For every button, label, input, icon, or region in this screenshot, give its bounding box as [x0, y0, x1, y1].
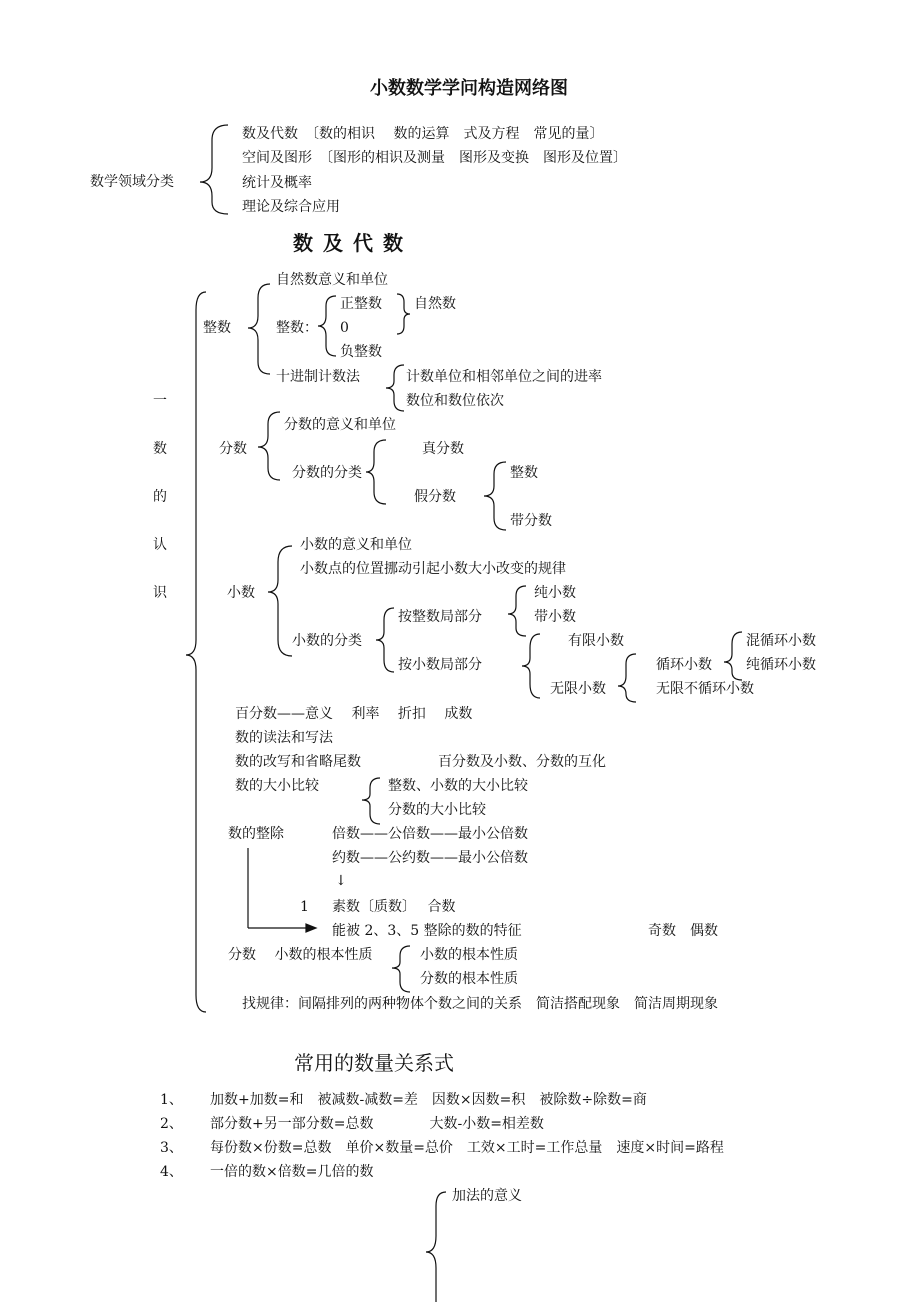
page-title: 小数数学学问构造网络图 [370, 78, 568, 99]
recurring-brace [724, 632, 742, 680]
section-title-number-algebra: 数及代数 [293, 231, 413, 255]
decimal-classify-brace [376, 608, 394, 672]
integer-brace [248, 284, 270, 374]
zero: 0 [340, 320, 349, 336]
relation-num: 1、 [160, 1092, 183, 1108]
divisibility-label: 数的整除 [228, 826, 284, 842]
pure-decimal: 纯小数 [534, 585, 576, 601]
side-label-char: 的 [153, 489, 167, 505]
non-recurring-decimal: 无限不循环小数 [656, 681, 754, 697]
arrow-head [306, 924, 316, 932]
side-label-char: 识 [153, 585, 167, 601]
pure-recurring: 纯循环小数 [746, 657, 816, 673]
fraction-classify: 分数的分类 [292, 465, 362, 481]
relation-num: 4、 [160, 1164, 183, 1180]
odd-even: 奇数 偶数 [648, 923, 718, 939]
basic-prop-item: 小数的根本性质 [420, 947, 518, 963]
relation-num: 3、 [160, 1140, 183, 1156]
mixed-recurring: 混循环小数 [746, 633, 816, 649]
zhengshu-brace [318, 296, 336, 356]
multiple-chain: 倍数——公倍数——最小公倍数 [332, 826, 528, 842]
proper-fraction: 真分数 [422, 441, 464, 457]
domains-brace [200, 125, 228, 214]
zhengshu-label: 整数： [276, 320, 318, 336]
rewrite-omit: 数的改写和省略尾数 [235, 754, 361, 770]
fraction-meaning: 分数的意义和单位 [284, 417, 396, 433]
arrow-down-glyph: ↓ [335, 873, 347, 889]
domain-item: 统计及概率 [242, 175, 312, 191]
props-brace [392, 946, 410, 992]
positive-integer: 正整数 [340, 296, 382, 312]
recurring-decimal: 循环小数 [656, 657, 712, 673]
side-label-char: 认 [153, 537, 167, 553]
whole-number: 整数 [510, 465, 538, 481]
number-one: 1 [300, 899, 309, 915]
basic-prop-item: 分数的根本性质 [420, 971, 518, 987]
relation-text: 部分数+另一部分数=总数 大数-小数=相差数 [210, 1116, 544, 1132]
natural-number: 自然数 [414, 296, 456, 312]
side-label-char: 一 [153, 393, 167, 409]
infinite-decimal: 无限小数 [550, 681, 606, 697]
decimal-system-item: 数位和数位依次 [406, 393, 504, 409]
relation-text: 加数+加数=和 被减数-减数=差 因数×因数=积 被除数÷除数=商 [210, 1092, 647, 1108]
relation-text: 一倍的数×倍数=几倍的数 [210, 1164, 374, 1180]
decimal-system-item: 计数单位和相邻单位之间的进率 [406, 369, 602, 385]
conversion: 百分数及小数、分数的互化 [438, 754, 606, 770]
compare-label: 数的大小比较 [235, 778, 319, 794]
by-decimal-part: 按小数局部分 [398, 657, 482, 673]
decimal-classify: 小数的分类 [292, 633, 362, 649]
by-dec-brace [522, 634, 540, 698]
finite-decimal: 有限小数 [568, 633, 624, 649]
integer-meaning: 自然数意义和单位 [276, 272, 388, 288]
improper-fraction: 假分数 [414, 489, 456, 505]
divisible-by: 能被 2、3、5 整除的数的特征 [332, 923, 522, 939]
decimal-brace [268, 546, 292, 656]
fraction-brace [258, 412, 280, 480]
infinite-brace [618, 654, 636, 702]
read-write: 数的读法和写法 [235, 730, 333, 746]
domain-item: 理论及综合应用 [242, 199, 340, 215]
side-label-char: 数 [153, 441, 167, 457]
fraction-classify-brace [366, 440, 386, 504]
domains-label: 数学领域分类 [90, 174, 174, 190]
relation-text: 每份数×份数=总数 单价×数量=总价 工效×工时=工作总量 速度×时间=路程 [210, 1140, 724, 1156]
domain-item: 空间及图形 〔图形的相识及测量 图形及变换 图形及位置〕 [242, 150, 627, 166]
basic-props-prefix: 分数 小数的根本性质 [228, 947, 373, 963]
compare-item: 分数的大小比较 [388, 802, 486, 818]
patterns-line: 找规律：间隔排列的两种物体个数之间的关系 简洁搭配现象 简洁周期现象 [242, 996, 718, 1012]
by-int-brace [508, 586, 526, 636]
improper-brace [484, 462, 506, 530]
addition-meaning: 加法的意义 [452, 1188, 522, 1204]
section-title-relations: 常用的数量关系式 [294, 1051, 454, 1075]
decimal-point-rule: 小数点的位置挪动引起小数大小改变的规律 [300, 561, 566, 577]
mixed-fraction: 带分数 [510, 513, 552, 529]
bottom-brace [426, 1192, 446, 1302]
main-brace [186, 292, 206, 1012]
decimal-label: 小数 [227, 585, 255, 601]
decimal-system: 十进制计数法 [276, 369, 360, 385]
by-integer-part: 按整数局部分 [398, 609, 482, 625]
relation-num: 2、 [160, 1116, 183, 1132]
divisor-chain: 约数——公约数——最小公倍数 [332, 850, 528, 866]
natural-brace [397, 294, 410, 334]
integer-label: 整数 [203, 320, 231, 336]
with-integer-decimal: 带小数 [534, 609, 576, 625]
percent-line: 百分数——意义 利率 折扣 成数 [235, 706, 473, 722]
domain-item: 数及代数 〔数的相识 数的运算 式及方程 常见的量〕 [242, 126, 604, 142]
compare-item: 整数、小数的大小比较 [388, 778, 528, 794]
compare-brace [362, 778, 380, 824]
decimal-system-brace [386, 365, 404, 411]
fraction-label: 分数 [219, 441, 247, 457]
prime-composite: 素数〔质数〕 合数 [332, 899, 456, 915]
decimal-meaning: 小数的意义和单位 [300, 537, 412, 553]
negative-integer: 负整数 [340, 344, 382, 360]
